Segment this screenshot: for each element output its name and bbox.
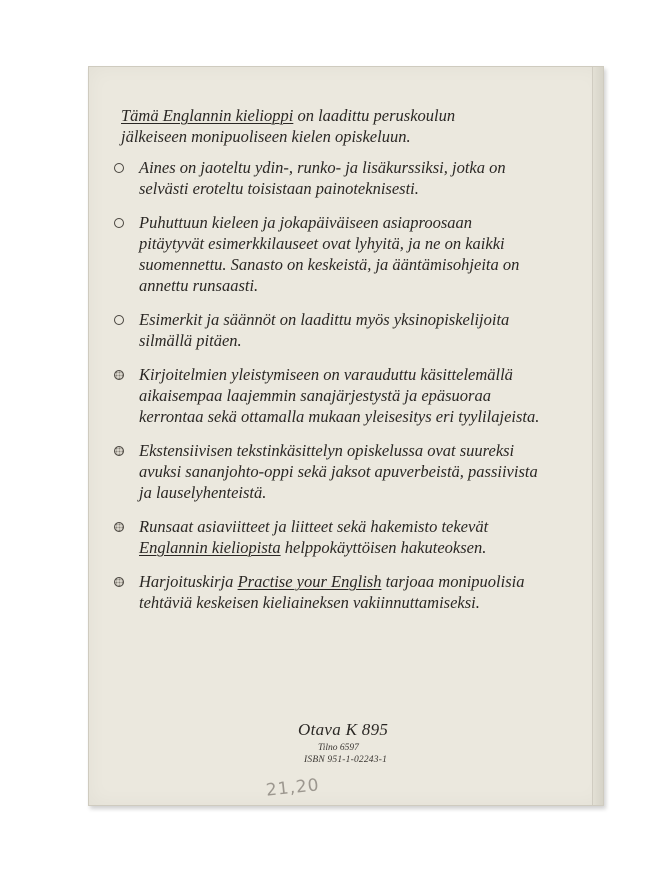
intro-paragraph [121,105,541,147]
circle-bullet-icon [114,315,124,325]
dotted-circle-bullet-icon [114,522,124,532]
list-item [121,516,541,558]
list-item-text: Puhuttuun kieleen ja jokapäiväiseen asiaproosaan pitäytyvät esimerkkilauseet ovat lyhyitä, ja ne on kaikki suomennettu. Sanasto on keskeistä, ja ääntämisohjeita on annettu runsaasti. [139,213,520,295]
circle-bullet-icon [114,163,124,173]
list-item-text: Aines on jaoteltu ydin-, runko- ja lisäkurssiksi, jotka on selvästi eroteltu toisistaan painoteknisesti. [139,158,506,198]
circle-bullet-icon [114,218,124,228]
list-item-text: Esimerkit ja säännöt on laadittu myös yksinopiskelijoita silmällä pitäen. [139,310,510,350]
intro-title: Tämä Englannin kielioppi [121,106,294,125]
list-item-text-post: tarjoaa monipuolisia tehtäviä keskeisen kieliaineksen vakiinnuttamiseksi. [139,572,525,612]
list-item [121,364,541,427]
list-item-text: Ekstensiivisen tekstinkäsittelyn opiskelussa ovat suureksi avuksi sananjohto-oppi sekä jaksot apuverbeistä, passiivista ja lauselyhenteistä. [139,441,538,502]
list-item [121,440,541,503]
handwritten-price-mark: 21,20 [265,775,321,801]
publisher-code: Otava K 895 [298,720,389,739]
list-item [121,212,541,296]
list-item-text: Kirjoitelmien yleistymiseen on varauduttu käsittelemällä aikaisempaa laajemmin sanajärjestystä ja epäsuoraa kerrontaa sekä ottamalla mukaan yleisesitys eri tyylilajeista. [139,365,540,426]
list-item-text [139,571,541,613]
blurb-text [121,105,541,626]
intro-rest-1: on laadittu peruskoulun [293,106,456,125]
list-item [121,309,541,351]
list-item [121,571,541,613]
dotted-circle-bullet-icon [114,370,124,380]
list-item-text [139,516,541,558]
list-item-text-pre: Harjoituskirja [139,572,238,591]
order-number: Tilno 6597 [318,743,359,753]
list-item [121,157,541,199]
workbook-title-reference: Practise your English [237,572,382,591]
intro-rest-2: jälkeiseen monipuoliseen kielen opiskeluun. [121,127,411,146]
dotted-circle-bullet-icon [114,577,124,587]
dotted-circle-bullet-icon [114,446,124,456]
list-item-text-pre: Runsaat asiaviitteet ja liitteet sekä hakemisto tekevät [139,517,489,536]
book-title-reference: Englannin kieliopista [139,538,281,557]
list-item-text-post: helppokäyttöisen hakuteoksen. [280,538,487,557]
isbn: ISBN 951-1-02243-1 [304,755,388,765]
